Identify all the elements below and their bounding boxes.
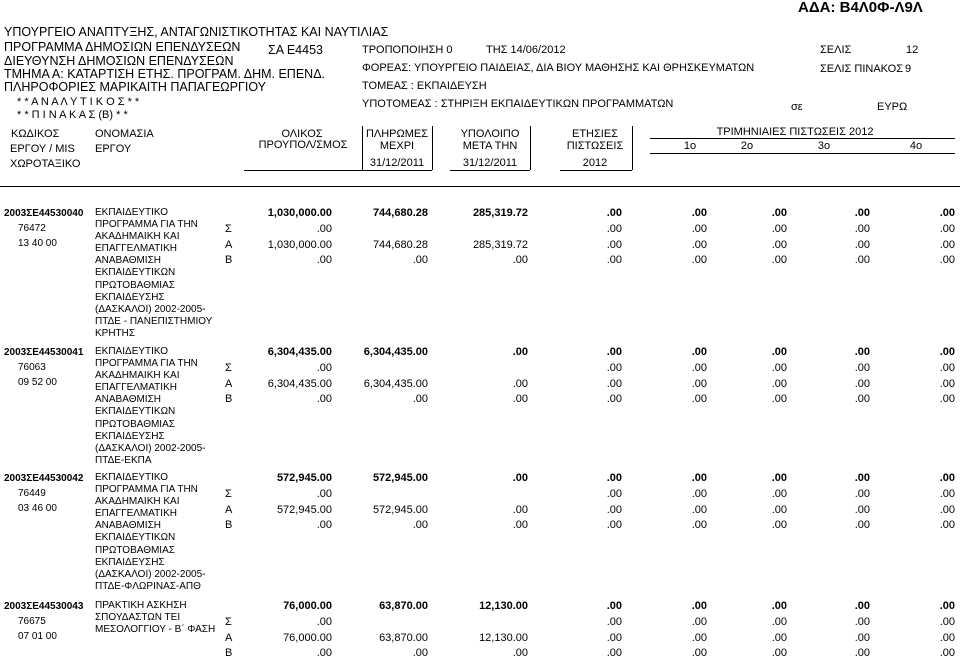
- row-main-value: .00: [771, 346, 787, 358]
- row-code: 2003ΣΕ44530040: [4, 208, 84, 219]
- subrow-value: .00: [854, 647, 870, 658]
- col-ergou: ΕΡΓΟΥ: [95, 143, 132, 155]
- row-main-value: .00: [606, 472, 622, 484]
- header-sep-2: [432, 126, 433, 170]
- header-rule-pliromes: [362, 170, 432, 171]
- row-description: ΕΚΠΑΙΔΕΥΤΙΚΟ ΠΡΟΓΡΑΜΜΑ ΓΙΑ ΤΗΝ ΑΚΑΔΗΜΑΙΚΗ ΚΑΙ ΕΠΑΓΓΕΛΜΑΤΙΚΗ ΑΝΑΒΑΘΜΙΣΗ ΕΚΠΑΙΔΕΥΤΙΚΩΝ ΠΡΩΤΟΒΑΘΜΙΑΣ ΕΚΠΑΙΔΕΥΣΗΣ (ΔΑΣΚΑΛΟΙ) 2002-2005- ΠΤΔΕ - ΠΑΝΕΠΙΣΤΗΜΙΟΥ ΚΡΗΤΗΣ: [95, 207, 213, 339]
- subrow-value: .00: [854, 632, 870, 644]
- subrow-value: .00: [691, 254, 707, 266]
- row-main-value: .00: [854, 207, 870, 219]
- pinakas-label: * * Π Ι Ν Α Κ Α Σ (Β) * *: [17, 109, 128, 121]
- row-xoro: 03 46 00: [18, 503, 57, 514]
- col-kodikos: ΚΩΔΙΚΟΣ: [11, 128, 60, 140]
- row-main-value: 572,945.00: [372, 472, 428, 484]
- col-pliromes: ΠΛΗΡΩΜΕΣ: [365, 128, 429, 140]
- col-etisies-year: 2012: [582, 157, 608, 169]
- subrow-label-b: Β: [225, 647, 233, 658]
- subrow-value: .00: [316, 362, 332, 374]
- row-mis: 76063: [18, 362, 46, 373]
- row-main-value: .00: [512, 346, 528, 358]
- row-code: 2003ΣΕ44530042: [4, 473, 84, 484]
- modification-label: ΤΡΟΠΟΠΟΙΗΣΗ 0: [362, 44, 453, 56]
- row-main-value: .00: [691, 346, 707, 358]
- row-main-value: .00: [854, 472, 870, 484]
- col-q2: 2ο: [740, 140, 754, 152]
- subrow-label-s: Σ: [225, 488, 232, 500]
- subrow-value: .00: [606, 519, 622, 531]
- col-q3: 3ο: [817, 140, 831, 152]
- col-pliromes-date: 31/12/2011: [369, 157, 425, 169]
- subrow-value: .00: [939, 504, 955, 516]
- subrow-value: .00: [691, 393, 707, 405]
- subrow-label-a: Α: [225, 239, 233, 251]
- subrow-value: .00: [606, 239, 622, 251]
- row-xoro: 09 52 00: [18, 377, 57, 388]
- table-page-number: 9: [905, 63, 912, 75]
- subrow-value: .00: [939, 239, 955, 251]
- subrow-value: .00: [771, 393, 787, 405]
- subrow-value: .00: [939, 362, 955, 374]
- subrow-value: .00: [691, 616, 707, 628]
- subrow-value: .00: [854, 254, 870, 266]
- subrow-value: .00: [606, 393, 622, 405]
- subrow-value: .00: [854, 378, 870, 390]
- subrow-value: .00: [412, 254, 428, 266]
- subrow-value: .00: [939, 616, 955, 628]
- subrow-value: .00: [412, 647, 428, 658]
- foreas-label: ΦΟΡΕΑΣ: ΥΠΟΥΡΓΕΙΟ ΠΑΙΔΕΙΑΣ, ΔΙΑ ΒΙΟΥ ΜΑΘΗΣΗΣ ΚΑΙ ΘΡΗΣΚΕΥΜΑΤΩΝ: [362, 62, 755, 74]
- row-main-value: 744,680.28: [372, 207, 428, 219]
- header-sep-1: [362, 126, 363, 170]
- directorate-title: ΔΙΕΥΘΥΝΣΗ ΔΗΜΟΣΙΩΝ ΕΠΕΝΔΥΣΕΩΝ: [4, 54, 234, 68]
- col-pistoseis: ΠΙΣΤΩΣΕΙΣ: [566, 140, 624, 152]
- subrow-value: .00: [691, 362, 707, 374]
- subrow-label-a: Α: [225, 632, 233, 644]
- subrow-value: .00: [606, 362, 622, 374]
- row-xoro: 07 01 00: [18, 631, 57, 642]
- subrow-value: .00: [939, 223, 955, 235]
- row-main-value: .00: [939, 472, 955, 484]
- subrow-value: .00: [771, 616, 787, 628]
- subrow-value: .00: [606, 632, 622, 644]
- subrow-value: .00: [691, 632, 707, 644]
- subrow-label-b: Β: [225, 519, 233, 531]
- analytikos-label: * * Α Ν Α Λ Υ Τ Ι Κ Ο Σ * *: [17, 96, 140, 108]
- row-main-value: .00: [939, 600, 955, 612]
- subrow-value: 1,030,000.00: [267, 239, 332, 251]
- subrow-value: .00: [771, 647, 787, 658]
- subrow-value: .00: [939, 519, 955, 531]
- subrow-value: .00: [512, 519, 528, 531]
- row-description: ΕΚΠΑΙΔΕΥΤΙΚΟ ΠΡΟΓΡΑΜΜΑ ΓΙΑ ΤΗΝ ΑΚΑΔΗΜΑΙΚΗ ΚΑΙ ΕΠΑΓΓΕΛΜΑΤΙΚΗ ΑΝΑΒΑΘΜΙΣΗ ΕΚΠΑΙΔΕΥΤΙΚΩΝ ΠΡΩΤΟΒΑΘΜΙΑΣ ΕΚΠΑΙΔΕΥΣΗΣ (ΔΑΣΚΑΛΟΙ) 2002-2005- ΠΤΔΕ-ΦΛΩΡΙΝΑΣ-ΑΠΘ: [95, 472, 206, 592]
- subrow-value: .00: [512, 378, 528, 390]
- col-q4: 4ο: [909, 140, 923, 152]
- row-description: ΕΚΠΑΙΔΕΥΤΙΚΟ ΠΡΟΓΡΑΜΜΑ ΓΙΑ ΤΗΝ ΑΚΑΔΗΜΑΙΚΗ ΚΑΙ ΕΠΑΓΓΕΛΜΑΤΙΚΗ ΑΝΑΒΑΘΜΙΣΗ ΕΚΠΑΙΔΕΥΤΙΚΩΝ ΠΡΩΤΟΒΑΘΜΙΑΣ ΕΚΠΑΙΔΕΥΣΗΣ (ΔΑΣΚΑΛΟΙ) 2002-2005- ΠΤΔΕ-ΕΚΠΑ: [95, 346, 206, 466]
- subrow-value: .00: [691, 488, 707, 500]
- row-code: 2003ΣΕ44530043: [4, 601, 84, 612]
- row-main-value: 63,870.00: [379, 600, 428, 612]
- subrow-value: .00: [606, 504, 622, 516]
- row-mis: 76472: [18, 223, 46, 234]
- row-main-value: .00: [939, 207, 955, 219]
- program-title: ΠΡΟΓΡΑΜΜΑ ΔΗΜΟΣΙΩΝ ΕΠΕΝΔΥΣΕΩΝ: [4, 40, 241, 54]
- row-main-value: 6,304,435.00: [363, 346, 428, 358]
- ada-code: ΑΔΑ: Β4Λ0Φ-Λ9Λ: [798, 0, 923, 16]
- subrow-value: .00: [939, 393, 955, 405]
- subrow-value: .00: [771, 519, 787, 531]
- subrow-value: .00: [412, 393, 428, 405]
- row-main-value: .00: [771, 472, 787, 484]
- subrow-value: 6,304,435.00: [363, 378, 428, 390]
- header-sep-3: [530, 126, 531, 170]
- ministry-title: ΥΠΟΥΡΓΕΙΟ ΑΝΑΠΤΥΞΗΣ, ΑΝΤΑΓΩΝΙΣΤΙΚΟΤΗΤΑΣ ΚΑΙ ΝΑΥΤΙΛΙΑΣ: [4, 25, 389, 39]
- department-title: ΤΜΗΜΑ Α: ΚΑΤΑΡΤΙΣΗ ΕΤΗΣ. ΠΡΟΓΡΑΜ. ΔΗΜ. ΕΠΕΝΔ.: [4, 67, 326, 81]
- subrow-value: .00: [606, 488, 622, 500]
- row-main-value: .00: [691, 472, 707, 484]
- col-onomasia: ΟΝΟΜΑΣΙΑ: [95, 128, 154, 140]
- col-olikos: ΟΛΙΚΟΣ: [281, 128, 323, 140]
- subrow-value: .00: [854, 519, 870, 531]
- subrow-value: .00: [854, 504, 870, 516]
- subrow-value: .00: [606, 378, 622, 390]
- subrow-value: .00: [606, 616, 622, 628]
- subrow-value: .00: [691, 504, 707, 516]
- subrow-value: .00: [606, 223, 622, 235]
- subrow-value: .00: [939, 378, 955, 390]
- subrow-value: .00: [939, 254, 955, 266]
- subrow-value: .00: [512, 254, 528, 266]
- row-main-value: .00: [771, 600, 787, 612]
- subrow-value: .00: [939, 488, 955, 500]
- row-main-value: .00: [512, 472, 528, 484]
- subrow-value: 63,870.00: [379, 632, 428, 644]
- row-main-value: .00: [854, 600, 870, 612]
- table-page-label: ΣΕΛΙΣ ΠΙΝΑΚΟΣ: [820, 63, 904, 75]
- row-mis: 76675: [18, 616, 46, 627]
- header-rule-quarters-bottom: [650, 153, 955, 154]
- subrow-value: .00: [512, 504, 528, 516]
- subrow-label-a: Α: [225, 504, 233, 516]
- tomeas-label: ΤΟΜΕΑΣ : ΕΚΠΑΙΔΕΥΣΗ: [362, 80, 487, 92]
- subrow-value: .00: [854, 223, 870, 235]
- subrow-value: .00: [691, 519, 707, 531]
- row-main-value: 6,304,435.00: [267, 346, 332, 358]
- subrow-value: .00: [316, 647, 332, 658]
- subrow-value: 744,680.28: [372, 239, 428, 251]
- subrow-value: .00: [316, 488, 332, 500]
- sa-code: ΣΑ Ε4453: [268, 43, 323, 57]
- subrow-value: .00: [316, 223, 332, 235]
- modification-date: ΤΗΣ 14/06/2012: [486, 44, 566, 56]
- col-triminiaies: ΤΡΙΜΗΝΙΑΙΕΣ ΠΙΣΤΩΣΕΙΣ 2012: [716, 126, 874, 138]
- header-rule-olikos: [244, 170, 362, 171]
- subrow-value: .00: [771, 223, 787, 235]
- subrow-value: .00: [939, 647, 955, 658]
- row-main-value: .00: [606, 207, 622, 219]
- subrow-value: .00: [316, 616, 332, 628]
- row-code: 2003ΣΕ44530041: [4, 347, 84, 358]
- subrow-value: 12,130.00: [479, 632, 528, 644]
- ypotomeas-label: ΥΠΟΤΟΜΕΑΣ : ΣΤΗΡΙΞΗ ΕΚΠΑΙΔΕΥΤΙΚΩΝ ΠΡΟΓΡΑΜΜΑΤΩΝ: [362, 98, 674, 110]
- header-rule-etisies: [560, 170, 632, 171]
- subrow-value: 285,319.72: [472, 239, 528, 251]
- row-main-value: .00: [771, 207, 787, 219]
- subrow-value: .00: [771, 362, 787, 374]
- row-main-value: .00: [606, 346, 622, 358]
- col-etisies: ΕΤΗΣΙΕΣ: [572, 128, 618, 140]
- subrow-label-s: Σ: [225, 223, 232, 235]
- subrow-value: .00: [316, 254, 332, 266]
- col-meta-tin: ΜΕΤΑ ΤΗΝ: [462, 140, 518, 152]
- subrow-value: .00: [316, 519, 332, 531]
- col-q1: 1ο: [683, 140, 697, 152]
- subrow-value: .00: [512, 647, 528, 658]
- subrow-value: .00: [771, 504, 787, 516]
- header-bottom-rule: [0, 186, 960, 187]
- subrow-value: .00: [771, 488, 787, 500]
- units-se: σε: [791, 101, 803, 113]
- row-xoro: 13 40 00: [18, 238, 57, 249]
- subrow-value: 572,945.00: [276, 504, 332, 516]
- col-ypoloipo-date: 31/12/2011: [462, 157, 518, 169]
- subrow-value: .00: [854, 488, 870, 500]
- row-main-value: 285,319.72: [472, 207, 528, 219]
- header-rule-quarters: [650, 138, 955, 139]
- col-xorotaxiko: ΧΩΡΟΤΑΞΙΚΟ: [10, 158, 81, 170]
- row-main-value: 76,000.00: [283, 600, 332, 612]
- header-sep-4: [632, 126, 633, 170]
- col-proypol: ΠΡΟΥΠΟΛ/ΣΜΟΣ: [258, 139, 348, 151]
- subrow-value: 76,000.00: [283, 632, 332, 644]
- subrow-label-s: Σ: [225, 616, 232, 628]
- subrow-value: .00: [854, 239, 870, 251]
- subrow-label-b: Β: [225, 254, 233, 266]
- page-label: ΣΕΛΙΣ: [820, 44, 852, 56]
- subrow-value: .00: [854, 616, 870, 628]
- subrow-value: .00: [512, 393, 528, 405]
- subrow-value: .00: [771, 239, 787, 251]
- subrow-value: .00: [771, 378, 787, 390]
- col-ergou-mis: ΕΡΓΟΥ / MIS: [10, 143, 75, 155]
- col-mexri: ΜΕΧΡΙ: [379, 140, 415, 152]
- subrow-value: .00: [412, 519, 428, 531]
- subrow-label-a: Α: [225, 378, 233, 390]
- row-mis: 76449: [18, 488, 46, 499]
- col-ypoloipo: ΥΠΟΛΟΙΠΟ: [460, 128, 520, 140]
- subrow-value: .00: [691, 647, 707, 658]
- subrow-value: .00: [691, 378, 707, 390]
- page-number: 12: [906, 44, 919, 56]
- subrow-label-b: Β: [225, 393, 233, 405]
- subrow-value: .00: [691, 239, 707, 251]
- subrow-value: 572,945.00: [372, 504, 428, 516]
- row-main-value: .00: [854, 346, 870, 358]
- row-main-value: .00: [606, 600, 622, 612]
- subrow-value: .00: [854, 393, 870, 405]
- subrow-value: .00: [771, 254, 787, 266]
- subrow-value: .00: [691, 223, 707, 235]
- subrow-value: .00: [316, 393, 332, 405]
- row-main-value: .00: [939, 346, 955, 358]
- header-rule-ypoloipo: [450, 170, 530, 171]
- row-main-value: 12,130.00: [479, 600, 528, 612]
- row-description: ΠΡΑΚΤΙΚΗ ΑΣΚΗΣΗ ΣΠΟΥΔΑΣΤΩΝ ΤΕΙ ΜΕΣΟΛΟΓΓΙΟΥ - Β΄ ΦΑΣΗ: [95, 600, 216, 636]
- row-main-value: .00: [691, 600, 707, 612]
- subrow-value: .00: [606, 647, 622, 658]
- subrow-value: .00: [771, 632, 787, 644]
- row-main-value: 572,945.00: [276, 472, 332, 484]
- units-eur: ΕΥΡΩ: [877, 101, 908, 113]
- row-main-value: 1,030,000.00: [267, 207, 332, 219]
- contact-info: ΠΛΗΡΟΦΟΡΙΕΣ ΜΑΡΙΚΑΙΤΗ ΠΑΠΑΓΕΩΡΓΙΟΥ: [4, 80, 266, 94]
- subrow-label-s: Σ: [225, 362, 232, 374]
- subrow-value: .00: [606, 254, 622, 266]
- row-main-value: .00: [691, 207, 707, 219]
- subrow-value: .00: [939, 632, 955, 644]
- subrow-value: 6,304,435.00: [267, 378, 332, 390]
- subrow-value: .00: [854, 362, 870, 374]
